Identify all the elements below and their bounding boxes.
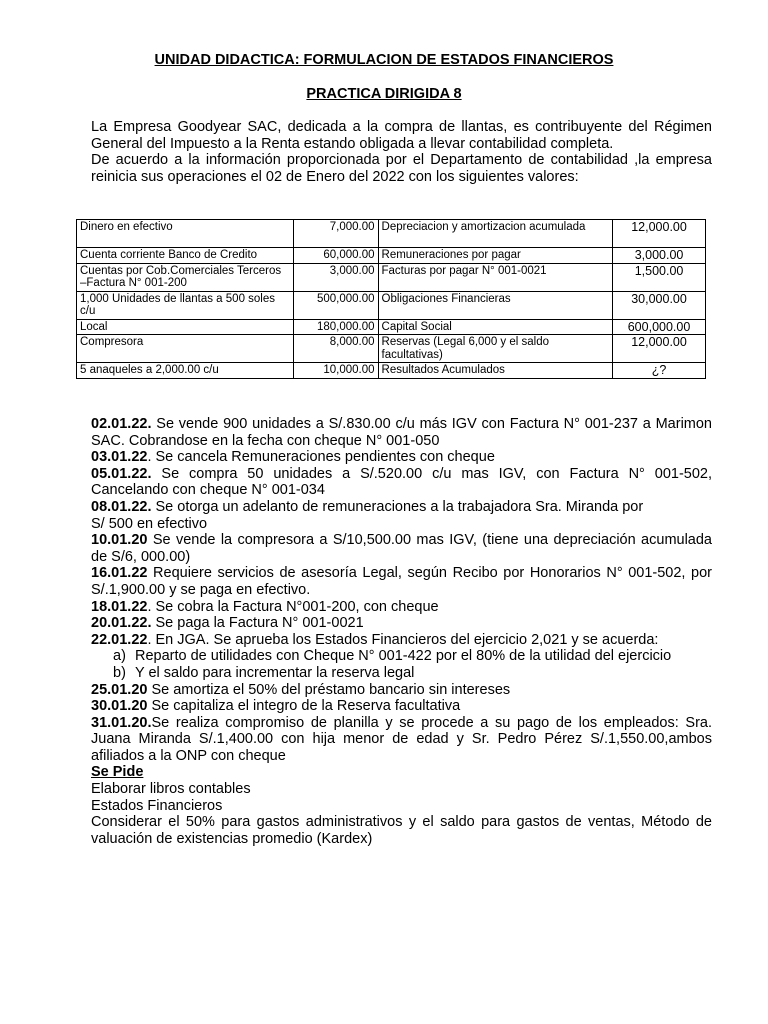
operation-date: 08.01.22. xyxy=(91,498,152,515)
asset-value: 10,000.00 xyxy=(293,363,378,379)
asset-label: Dinero en efectivo xyxy=(77,220,294,248)
operation-item xyxy=(91,532,712,565)
asset-label: Cuenta corriente Banco de Credito xyxy=(77,248,294,264)
operation-text: Se realiza compromiso de planilla y se procede a su pago de los empleados: Sra. Juana Miranda S/.1,400.00 con hija menor de edad y Sr. Pedro Pérez S/.1,550.00,ambos afiliados a la ONP con cheque xyxy=(91,714,712,764)
operation-subitem xyxy=(91,648,712,665)
asset-value: 3,000.00 xyxy=(293,263,378,291)
subitem-label: a) xyxy=(113,648,126,665)
operation-date: 18.01.22 xyxy=(91,598,148,615)
asset-value: 7,000.00 xyxy=(293,220,378,248)
operation-item xyxy=(91,499,712,516)
operation-text: . Se cancela Remuneraciones pendientes con cheque xyxy=(147,449,495,466)
operation-text: Se amortiza el 50% del préstamo bancario sin intereses xyxy=(147,681,511,698)
asset-label: Cuentas por Cob.Comerciales Terceros –Factura N° 001-200 xyxy=(77,263,294,291)
liability-label: Depreciacion y amortizacion acumulada xyxy=(378,220,613,248)
liability-value: 600,000.00 xyxy=(613,319,706,335)
asset-label: Compresora xyxy=(77,335,294,363)
operation-date: 25.01.20 xyxy=(91,681,148,698)
asset-value: 500,000.00 xyxy=(293,291,378,319)
practice-subtitle: PRACTICA DIRIGIDA 8 xyxy=(306,86,462,102)
liability-label: Resultados Acumulados xyxy=(378,363,613,379)
operation-item xyxy=(91,466,712,499)
asset-value: 180,000.00 xyxy=(293,319,378,335)
tasks-heading: Se Pide xyxy=(91,764,144,781)
operation-item xyxy=(91,599,712,616)
operation-item xyxy=(91,565,712,598)
operation-item xyxy=(91,715,712,765)
intro-section xyxy=(91,119,712,185)
liability-value: 1,500.00 xyxy=(613,263,706,291)
liability-label: Remuneraciones por pagar xyxy=(378,248,613,264)
operation-subitem xyxy=(91,665,712,682)
liability-label: Capital Social xyxy=(378,319,613,335)
liability-label: Reservas (Legal 6,000 y el saldo facultativas) xyxy=(378,335,613,363)
operation-text: Se compra 50 unidades a S/.520.00 c/u mas IGV, con Factura N° 001-502, Cancelando con cheque N° 001-034 xyxy=(91,465,712,499)
table-row xyxy=(77,220,706,248)
liability-label: Obligaciones Financieras xyxy=(378,291,613,319)
operation-item xyxy=(91,416,712,449)
operation-item xyxy=(91,632,712,649)
operation-text: . En JGA. Se aprueba los Estados Financieros del ejercicio 2,021 y se acuerda: xyxy=(147,631,659,648)
table-row xyxy=(77,335,706,363)
asset-label: 1,000 Unidades de llantas a 500 soles c/u xyxy=(77,291,294,319)
asset-label: Local xyxy=(77,319,294,335)
table-row xyxy=(77,248,706,264)
operation-text: Se vende la compresora a S/10,500.00 mas IGV, (tiene una depreciación acumulada de S/6, 000.00) xyxy=(91,532,712,565)
asset-value: 60,000.00 xyxy=(293,248,378,264)
operation-text: . Se cobra la Factura N°001-200, con cheque xyxy=(147,598,439,615)
table-row xyxy=(77,363,706,379)
liability-value: 30,000.00 xyxy=(613,291,706,319)
subitem-label: b) xyxy=(113,664,126,681)
liability-value: 3,000.00 xyxy=(613,248,706,264)
operation-item xyxy=(91,698,712,715)
operation-date: 03.01.22 xyxy=(91,449,148,466)
intro-paragraph-1: La Empresa Goodyear SAC, dedicada a la compra de llantas, es contribuyente del Régimen General del Impuesto a la Renta estando obligada a llevar contabilidad completa. xyxy=(91,119,712,152)
operation-continuation: S/ 500 en efectivo xyxy=(91,515,208,532)
liability-label: Facturas por pagar N° 001-0021 xyxy=(378,263,613,291)
intro-paragraph-2: De acuerdo a la información proporcionada por el Departamento de contabilidad ,la empresa reinicia sus operaciones el 02 de Enero del 2022 con los siguientes valores: xyxy=(91,152,712,185)
task-item: Elaborar libros contables xyxy=(91,781,251,798)
operation-item xyxy=(91,682,712,699)
liability-value: 12,000.00 xyxy=(613,220,706,248)
operation-text: Se otorga un adelanto de remuneraciones a la trabajadora Sra. Miranda por xyxy=(151,498,644,515)
document-title: UNIDAD DIDACTICA: FORMULACION DE ESTADOS FINANCIEROS xyxy=(154,52,614,68)
operation-item xyxy=(91,449,712,466)
operation-item xyxy=(91,615,712,632)
operation-text: Se vende 900 unidades a S/.830.00 c/u más IGV con Factura N° 001-237 a Marimon SAC. Cobrandose en la fecha con cheque N° 001-050 xyxy=(91,416,712,449)
operation-date: 20.01.22. xyxy=(91,615,152,632)
operation-date: 10.01.20 xyxy=(91,532,148,549)
operation-date: 31.01.20. xyxy=(91,714,152,731)
liability-value: 12,000.00 xyxy=(613,335,706,363)
table-row xyxy=(77,319,706,335)
operation-date: 22.01.22 xyxy=(91,631,148,648)
asset-label: 5 anaqueles a 2,000.00 c/u xyxy=(77,363,294,379)
table-row xyxy=(77,263,706,291)
operation-date: 05.01.22. xyxy=(91,465,152,482)
operation-text: Se capitaliza el integro de la Reserva facultativa xyxy=(147,698,461,715)
liability-value: ¿? xyxy=(613,363,706,379)
table-row xyxy=(77,291,706,319)
opening-balance-table xyxy=(76,219,706,379)
asset-value: 8,000.00 xyxy=(293,335,378,363)
subitem-text: Reparto de utilidades con Cheque N° 001-422 por el 80% de la utilidad del ejercicio xyxy=(135,648,672,665)
operation-text: Se paga la Factura N° 001-0021 xyxy=(151,615,364,632)
operation-date: 30.01.20 xyxy=(91,698,148,715)
task-item: Considerar el 50% para gastos administrativos y el saldo para gastos de ventas, Método de valuación de existencias promedio (Kardex) xyxy=(91,814,712,847)
operation-date: 02.01.22. xyxy=(91,416,152,432)
operation-date: 16.01.22 xyxy=(91,565,148,582)
operations-section xyxy=(91,416,712,847)
task-item: Estados Financieros xyxy=(91,797,223,814)
operation-text: Requiere servicios de asesoría Legal, según Recibo por Honorarios N° 001-502, por S/.1,900.00 y se paga en efectivo. xyxy=(91,565,712,598)
subitem-text: Y el saldo para incrementar la reserva legal xyxy=(135,664,415,681)
